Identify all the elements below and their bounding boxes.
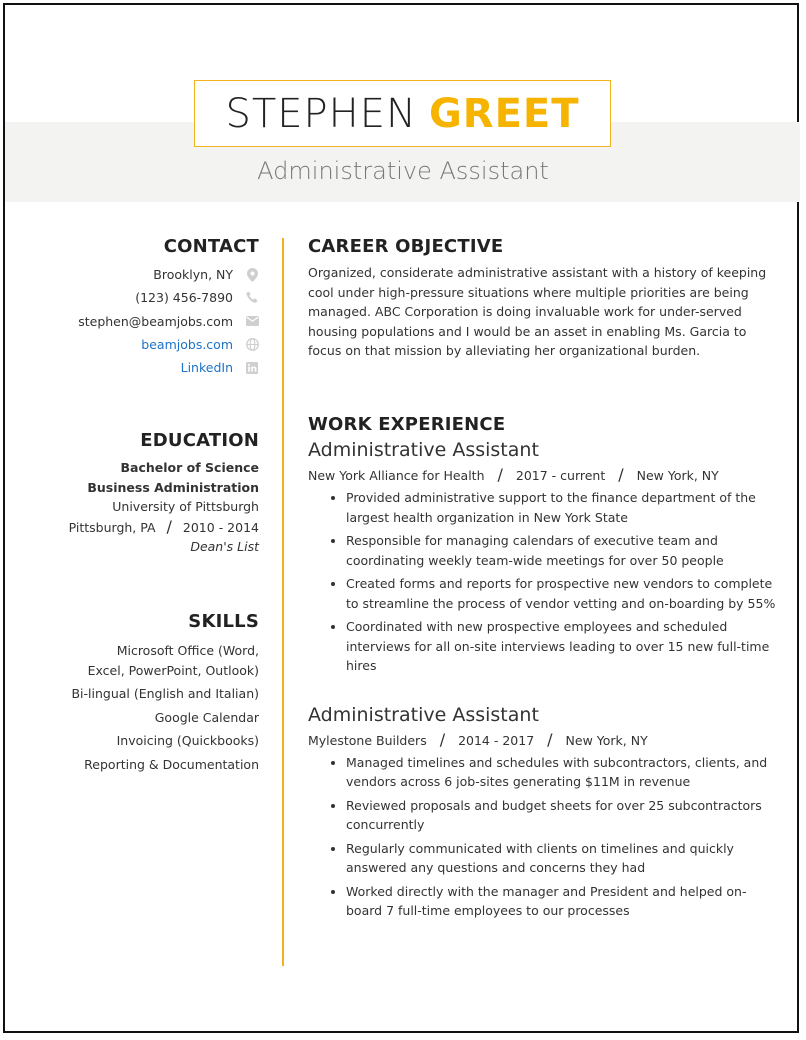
location-text: Brooklyn, NY: [153, 267, 233, 283]
bullet-item: • Worked directly with the manager and President and helped on-board 7 full-time employees to our processes: [346, 882, 778, 921]
contact-location: [40, 263, 259, 286]
job-meta: [308, 465, 778, 484]
job-title: Administrative Assistant: [308, 439, 539, 461]
bullet-item: • Regularly communicated with clients on timelines and quickly answered any questions and concerns they had: [346, 839, 778, 878]
separator: /: [618, 465, 624, 484]
bullet-item: • Reviewed proposals and budget sheets for over 25 subcontractors concurrently: [346, 796, 778, 835]
contact-section: [40, 236, 259, 379]
job-entry: [308, 704, 778, 921]
skill-item: Google Calendar: [154, 709, 259, 725]
major: Business Administration: [87, 479, 259, 495]
job-title: Administrative Assistant: [308, 703, 539, 726]
contact-heading: CONTACT: [163, 236, 259, 257]
skill-item: Microsoft Office (Word, Excel, PowerPoint, Outlook): [87, 643, 259, 678]
separator: /: [497, 465, 503, 484]
column-divider: [282, 238, 284, 966]
experience-section: [308, 414, 778, 925]
job-meta: [308, 730, 778, 749]
experience-heading: WORK EXPERIENCE: [308, 414, 506, 435]
linkedin-link[interactable]: LinkedIn: [180, 360, 233, 376]
job-company: New York Alliance for Health: [308, 468, 485, 483]
contact-email: [40, 310, 259, 333]
separator: /: [547, 729, 553, 749]
job-location: New York, NY: [565, 732, 648, 748]
education-heading: EDUCATION: [140, 430, 259, 451]
email-text[interactable]: stephen@beamjobs.com: [78, 313, 233, 329]
objective-heading: CAREER OBJECTIVE: [308, 236, 504, 257]
phone-icon: [245, 291, 259, 305]
job-dates: 2014 - 2017: [458, 732, 535, 748]
objective-section: [308, 236, 778, 361]
job-dates: 2017 - current: [515, 468, 606, 483]
school-years: 2010 - 2014: [182, 519, 259, 535]
last-name: GREET: [428, 90, 580, 137]
separator: /: [439, 729, 446, 749]
bullet-item: • Created forms and reports for prospective new vendors to complete to streamline the process of vendor vetting and on-boarding by 55%: [346, 574, 778, 613]
linkedin-icon: [245, 361, 259, 375]
skills-heading: SKILLS: [188, 611, 259, 632]
bullet-item: • Managed timelines and schedules with subcontractors, clients, and vendors across 6 job-sites generating $11M in revenue: [346, 753, 778, 792]
honor: Dean's List: [190, 539, 259, 554]
job-title: Administrative Assistant: [257, 157, 549, 185]
job-entry: [308, 439, 778, 676]
job-bullets: [308, 488, 778, 676]
education-section: [40, 430, 259, 557]
bullet-item: • Coordinated with new prospective employees and scheduled interviews for all on-site interviews leading to over 15 new full-time hires: [346, 617, 778, 676]
name-box: [194, 80, 611, 147]
skills-section: [40, 611, 259, 778]
skill-item: Bi-lingual (English and Italian): [71, 686, 259, 701]
first-name: STEPHEN: [225, 90, 417, 137]
contact-linkedin: [40, 356, 259, 379]
school-location-years: [40, 517, 259, 538]
website-link[interactable]: beamjobs.com: [141, 337, 233, 353]
job-bullets: [308, 753, 778, 921]
skill-item: Reporting & Documentation: [84, 756, 259, 772]
bullet-item: • Provided administrative support to the finance department of the largest health organization in New York State: [346, 488, 778, 527]
phone-text: (123) 456-7890: [135, 290, 233, 306]
skill-item: Invoicing (Quickbooks): [116, 733, 259, 748]
envelope-icon: [245, 314, 259, 328]
school: University of Pittsburgh: [112, 499, 259, 514]
bullet-item: • Responsible for managing calendars of executive team and coordinating weekly team-wide meetings for over 50 people: [346, 531, 778, 570]
job-company: Mylestone Builders: [308, 732, 427, 748]
contact-phone: [40, 286, 259, 309]
map-pin-icon: [245, 268, 259, 282]
school-location: Pittsburgh, PA: [68, 519, 156, 535]
objective-text: Organized, considerate administrative assistant with a history of keeping cool under high-pressure situations where multiple priorities are being managed. ABC Corporation is doing invaluable work for under-served housing populations and I would be an asset in enabling Ms. Garcia to focus on that mission by alleviating her organizational burden.: [308, 265, 767, 358]
job-location: New York, NY: [636, 468, 719, 483]
degree: Bachelor of Science: [120, 460, 259, 475]
contact-website: [40, 333, 259, 356]
separator: /: [166, 516, 172, 536]
globe-icon: [245, 338, 259, 352]
